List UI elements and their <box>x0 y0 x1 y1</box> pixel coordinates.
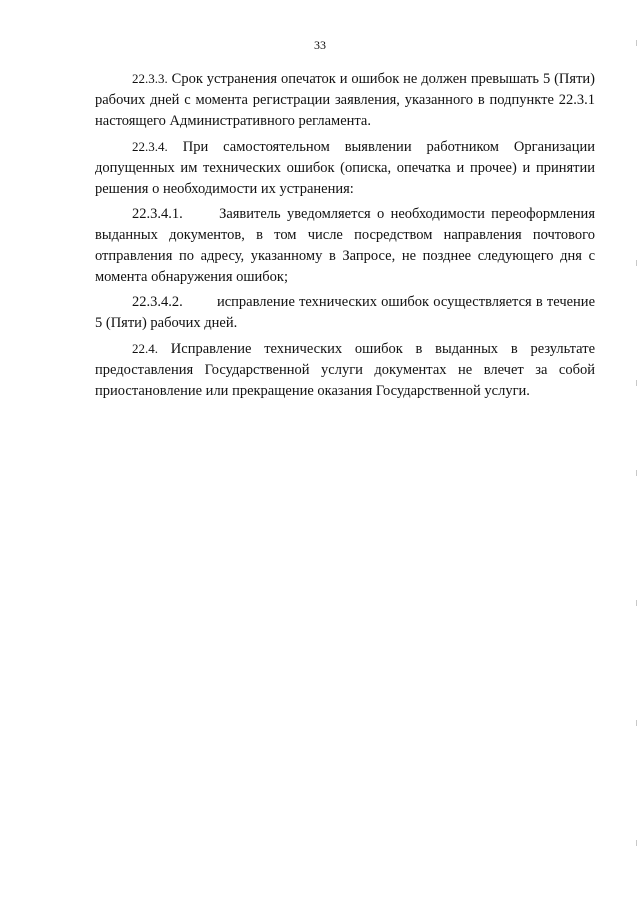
paragraph-22-3-3 <box>95 68 595 132</box>
clause-text: Срок устранения опечаток и ошибок не должен превышать 5 (Пяти) рабочих дней с момента регистрации заявления, указанного в подпункте 22.3.1 настоящего Административного регламента. <box>95 71 595 129</box>
paragraph-22-3-4 <box>95 136 595 200</box>
clause-number: 22.3.4. <box>132 139 168 154</box>
clause-number: 22.3.4.2. <box>132 294 183 310</box>
paragraph-22-4 <box>95 338 595 402</box>
document-body <box>95 68 595 406</box>
clause-text: Исправление технических ошибок в выданных в результате предоставления Государственной услуги документах не влечет за собой приостановление или прекращение оказания Государственной услуги. <box>95 341 596 399</box>
clause-number: 22.3.3. <box>132 71 168 86</box>
clause-text: исправление технических ошибок осуществляется в течение 5 (Пяти) рабочих дней. <box>95 294 596 331</box>
clause-number: 22.4. <box>132 341 158 356</box>
clause-number: 22.3.4.1. <box>132 206 183 222</box>
page-number: 33 <box>314 38 326 52</box>
clause-text: При самостоятельном выявлении работником Организации допущенных им технических ошибок (описка, опечатка и прочее) и принятии решения о необходимости их устранения: <box>95 139 595 197</box>
scan-margin-marks <box>630 0 640 905</box>
paragraph-22-3-4-1 <box>95 204 595 288</box>
paragraph-22-3-4-2 <box>95 292 595 334</box>
clause-text: Заявитель уведомляется о необходимости переоформления выданных документов, в том числе посредством направления почтового отправления по адресу, указанному в Запросе, не позднее следующего дня с момента обнаружения ошибок; <box>95 206 595 285</box>
